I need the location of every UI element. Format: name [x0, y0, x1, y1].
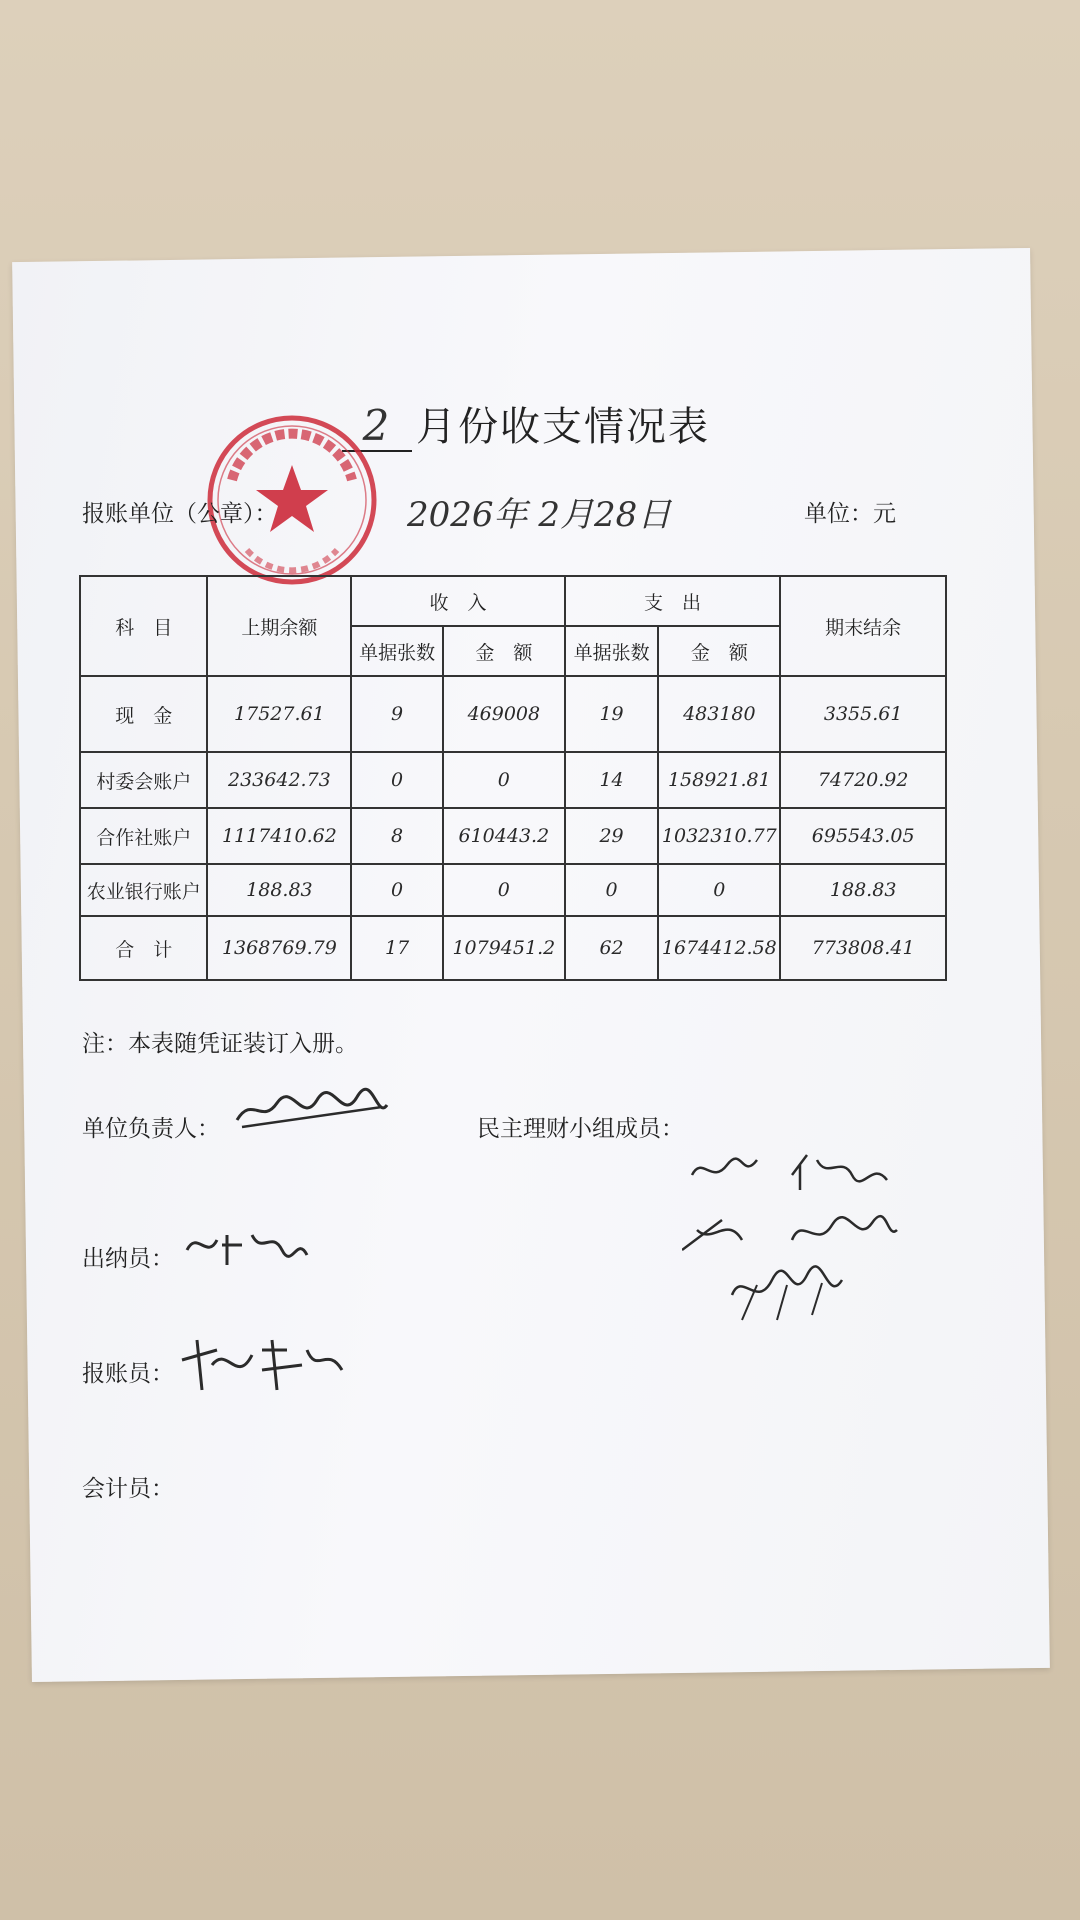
reporter-signature [177, 1330, 347, 1404]
row-subject: 合 计 [80, 916, 207, 980]
header-income-amount: 金 额 [443, 626, 565, 676]
header-expense-amount: 金 额 [658, 626, 780, 676]
expense-count-cell: 0 [565, 864, 659, 916]
header-income: 收 入 [351, 576, 564, 626]
row-subject: 农业银行账户 [80, 864, 207, 916]
form-title [342, 395, 710, 452]
income-count-cell: 0 [351, 752, 443, 808]
month-value: 2 [342, 401, 412, 452]
table-row [80, 808, 946, 864]
expense-amount-cell: 483180 [658, 676, 780, 752]
expense-amount-cell: 1032310.77 [658, 808, 780, 864]
prev-balance-cell: 1368769.79 [207, 916, 351, 980]
expense-count-cell: 14 [565, 752, 659, 808]
reporting-unit-label: 报账单位（公章）： [82, 501, 278, 527]
income-count-cell: 0 [351, 864, 443, 916]
header-expense: 支 出 [565, 576, 781, 626]
footnote: 注：本表随凭证装订入册。 [82, 1031, 358, 1057]
income-amount-cell: 469008 [443, 676, 565, 752]
expense-amount-cell: 0 [658, 864, 780, 916]
income-amount-cell: 610443.2 [443, 808, 565, 864]
income-count-cell: 8 [351, 808, 443, 864]
row-subject: 村委会账户 [80, 752, 207, 808]
income-expense-table [79, 575, 947, 981]
end-balance-cell: 74720.92 [780, 752, 946, 808]
end-balance-cell: 695543.05 [780, 808, 946, 864]
income-count-cell: 17 [351, 916, 443, 980]
table-row [80, 864, 946, 916]
currency-unit-label: 单位：元 [804, 501, 896, 527]
cashier-signature [182, 1220, 312, 1274]
reporter-label: 报账员： [82, 1361, 175, 1387]
header-expense-count: 单据张数 [565, 626, 659, 676]
ledger-sheet [12, 248, 1050, 1682]
end-balance-cell: 773808.41 [780, 916, 946, 980]
prev-balance-cell: 1117410.62 [207, 808, 351, 864]
expense-amount-cell: 1674412.58 [658, 916, 780, 980]
table-row [80, 676, 946, 752]
income-amount-cell: 1079451.2 [443, 916, 565, 980]
accountant-label: 会计员： [82, 1476, 174, 1502]
income-amount-cell: 0 [443, 752, 565, 808]
expense-count-cell: 29 [565, 808, 659, 864]
unit-head-label: 单位负责人： [82, 1116, 220, 1142]
header-prev-balance: 上期余额 [207, 576, 351, 676]
unit-head-signature [232, 1085, 392, 1144]
income-amount-cell: 0 [443, 864, 565, 916]
row-subject: 现 金 [80, 676, 207, 752]
income-count-cell: 9 [351, 676, 443, 752]
prev-balance-cell: 233642.73 [207, 752, 351, 808]
expense-amount-cell: 158921.81 [658, 752, 780, 808]
prev-balance-cell: 17527.61 [207, 676, 351, 752]
header-income-count: 单据张数 [351, 626, 443, 676]
end-balance-cell: 3355.61 [780, 676, 946, 752]
header-end-balance: 期末结余 [780, 576, 946, 676]
cashier-label: 出纳员： [82, 1246, 174, 1272]
finance-group-signatures [682, 1145, 922, 1339]
title-text: 月份收支情况表 [416, 404, 710, 450]
report-date: 2026年 2月28日 [407, 495, 672, 535]
end-balance-cell: 188.83 [780, 864, 946, 916]
prev-balance-cell: 188.83 [207, 864, 351, 916]
expense-count-cell: 19 [565, 676, 659, 752]
row-subject: 合作社账户 [80, 808, 207, 864]
finance-group-label: 民主理财小组成员： [477, 1116, 684, 1142]
expense-count-cell: 62 [565, 916, 659, 980]
table-row-total [80, 916, 946, 980]
header-subject: 科 目 [80, 576, 207, 676]
table-row [80, 752, 946, 808]
